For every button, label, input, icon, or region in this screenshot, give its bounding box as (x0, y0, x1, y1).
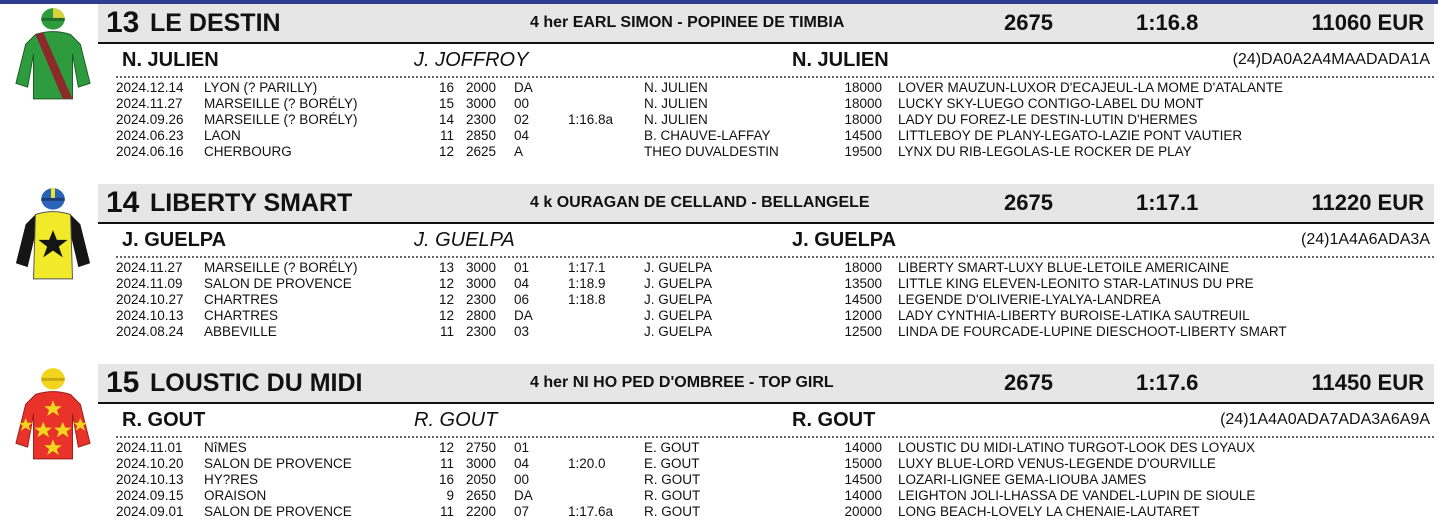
driver: N. JULIEN (122, 49, 219, 71)
race-runners: 11 (439, 128, 454, 143)
race-placing: 00 (514, 472, 530, 487)
race-row (116, 440, 1434, 456)
race-track: ABBEVILLE (204, 324, 277, 339)
best-time: 1:17.6 (1136, 370, 1199, 395)
horse-entry-15 (0, 360, 1438, 530)
race-driver: E. GOUT (644, 440, 700, 455)
race-prize: 12500 (844, 324, 882, 339)
race-prize: 14000 (844, 488, 882, 503)
race-result: LADY DU FOREZ-LE DESTIN-LUTIN D'HERMES (898, 112, 1198, 127)
race-result: LUCKY SKY-LUEGO CONTIGO-LABEL DU MONT (898, 96, 1204, 111)
race-distance: 2750 (466, 440, 497, 455)
race-row (116, 128, 1434, 144)
race-driver: J. GUELPA (644, 292, 713, 307)
breeding: 4 her NI HO PED D'OMBREE - TOP GIRL (530, 374, 834, 391)
owner: N. JULIEN (792, 49, 889, 71)
race-prize: 14000 (844, 440, 882, 455)
dotted-divider (116, 76, 1434, 78)
horse-name: LE DESTIN (150, 9, 281, 37)
race-track: CHERBOURG (204, 144, 292, 159)
race-date: 2024.09.01 (116, 504, 184, 519)
race-placing: 02 (514, 112, 530, 127)
race-time: 1:17.6a (568, 504, 614, 519)
race-row (116, 308, 1434, 324)
race-history (116, 80, 1434, 160)
race-date: 2024.12.14 (116, 80, 184, 95)
earnings: 11450 EUR (1311, 370, 1424, 395)
race-driver: B. CHAUVE-LAFFAY (644, 128, 771, 143)
race-runners: 11 (439, 324, 454, 339)
race-result: LUXY BLUE-LORD VENUS-LEGENDE D'OURVILLE (898, 456, 1216, 471)
race-placing: 07 (514, 504, 530, 519)
race-date: 2024.10.20 (116, 456, 184, 471)
race-driver: J. GUELPA (644, 260, 713, 275)
race-date: 2024.09.15 (116, 488, 184, 503)
race-runners: 15 (438, 96, 454, 111)
race-result: LONG BEACH-LOVELY LA CHENAIE-LAUTARET (898, 504, 1200, 519)
race-track: SALON DE PROVENCE (204, 504, 352, 519)
driver: R. GOUT (122, 409, 206, 431)
race-track: MARSEILLE (? BORÉLY) (204, 96, 358, 111)
race-driver: E. GOUT (644, 456, 700, 471)
horse-number: 14 (106, 186, 140, 219)
race-prize: 20000 (844, 504, 882, 519)
dotted-divider (116, 436, 1434, 438)
race-date: 2024.10.13 (116, 308, 184, 323)
race-time: 1:18.8 (568, 292, 606, 307)
race-date: 2024.11.01 (116, 440, 183, 455)
race-driver: R. GOUT (644, 472, 701, 487)
breeding: 4 her EARL SIMON - POPINEE DE TIMBIA (530, 14, 845, 31)
race-result: LINDA DE FOURCADE-LUPINE DIESCHOOT-LIBERTY SMART (898, 324, 1287, 339)
race-distance: 3000 (466, 456, 497, 471)
race-time: 1:20.0 (568, 456, 606, 471)
race-driver: J. GUELPA (644, 308, 713, 323)
race-runners: 12 (438, 144, 454, 159)
jockey-silks-icon (14, 4, 92, 104)
race-result: LITTLE KING ELEVEN-LEONITO STAR-LATINUS DU PRE (898, 276, 1254, 291)
race-result: LOVER MAUZUN-LUXOR D'ECAJEUL-LA MOME D'ATALANTE (898, 80, 1283, 95)
race-history (116, 440, 1434, 520)
race-driver: N. JULIEN (644, 80, 708, 95)
race-row (116, 276, 1434, 292)
race-date: 2024.06.16 (116, 144, 184, 159)
race-date: 2024.10.27 (116, 292, 184, 307)
form-music: (24)1A4A6ADA3A (1301, 231, 1430, 248)
race-distance: 2300 (466, 292, 497, 307)
race-result: LITTLEBOY DE PLANY-LEGATO-LAZIE PONT VAUTIER (898, 128, 1243, 143)
race-date: 2024.11.27 (116, 96, 183, 111)
race-time: 1:16.8a (568, 112, 614, 127)
race-placing: 01 (514, 260, 530, 275)
race-prize: 15000 (844, 456, 882, 471)
race-time: 1:18.9 (568, 276, 606, 291)
race-runners: 12 (438, 440, 454, 455)
race-prize: 18000 (844, 80, 882, 95)
driver: J. GUELPA (122, 229, 227, 251)
distance: 2675 (1004, 10, 1053, 35)
race-driver: THEO DUVALDESTIN (644, 144, 779, 159)
race-row (116, 292, 1434, 308)
race-row (116, 472, 1434, 488)
race-prize: 13500 (844, 276, 882, 291)
race-row (116, 260, 1434, 276)
race-row (116, 112, 1434, 128)
horse-header (98, 184, 1434, 224)
race-distance: 2300 (466, 112, 497, 127)
race-distance: 2800 (466, 308, 497, 323)
jockey-silks-icon (14, 184, 92, 284)
race-date: 2024.11.09 (116, 276, 183, 291)
race-distance: 3000 (466, 96, 497, 111)
race-track: SALON DE PROVENCE (204, 276, 352, 291)
race-history (116, 260, 1434, 340)
race-distance: 2300 (466, 324, 497, 339)
race-runners: 9 (446, 488, 454, 503)
race-result: LADY CYNTHIA-LIBERTY BUROISE-LATIKA SAUTREUIL (898, 308, 1250, 323)
race-result: LYNX DU RIB-LEGOLAS-LE ROCKER DE PLAY (898, 144, 1192, 159)
race-result: LEIGHTON JOLI-LHASSA DE VANDEL-LUPIN DE SIOULE (898, 488, 1256, 503)
horse-name: LIBERTY SMART (150, 189, 353, 217)
race-date: 2024.08.24 (116, 324, 184, 339)
distance: 2675 (1004, 370, 1053, 395)
jockey-silks-icon (14, 364, 92, 464)
form-music: (24)1A4A0ADA7ADA3A6A9A (1220, 411, 1430, 428)
race-driver: J. GUELPA (644, 324, 713, 339)
race-distance: 2650 (466, 488, 497, 503)
race-placing: 04 (514, 276, 530, 291)
race-driver: N. JULIEN (644, 112, 708, 127)
race-runners: 16 (438, 472, 454, 487)
trainer: J. GUELPA (414, 229, 515, 251)
race-runners: 11 (439, 504, 454, 519)
race-distance: 2000 (466, 80, 497, 95)
race-track: SALON DE PROVENCE (204, 456, 352, 471)
race-row (116, 96, 1434, 112)
race-driver: J. GUELPA (644, 276, 713, 291)
race-date: 2024.10.13 (116, 472, 184, 487)
horse-name: LOUSTIC DU MIDI (150, 369, 363, 397)
race-time: 1:17.1 (568, 260, 606, 275)
race-track: MARSEILLE (? BORÉLY) (204, 260, 358, 275)
race-track: MARSEILLE (? BORÉLY) (204, 112, 358, 127)
race-track: NîMES (204, 440, 247, 455)
horse-entry-13 (0, 0, 1438, 170)
owner: R. GOUT (792, 409, 876, 431)
race-placing: DA (514, 488, 533, 503)
race-placing: 01 (514, 440, 530, 455)
race-track: ORAISON (204, 488, 267, 503)
race-runners: 12 (438, 308, 454, 323)
race-result: LIBERTY SMART-LUXY BLUE-LETOILE AMERICAINE (898, 260, 1230, 275)
race-placing: DA (514, 308, 533, 323)
race-placing: 04 (514, 128, 530, 143)
trainer: R. GOUT (414, 409, 498, 431)
race-placing: 06 (514, 292, 530, 307)
race-row (116, 80, 1434, 96)
horse-header (98, 4, 1434, 44)
race-prize: 19500 (844, 144, 882, 159)
race-prize: 12000 (844, 308, 882, 323)
race-distance: 3000 (466, 276, 497, 291)
race-driver: R. GOUT (644, 488, 701, 503)
race-date: 2024.09.26 (116, 112, 184, 127)
race-result: LOUSTIC DU MIDI-LATINO TURGOT-LOOK DES LOYAUX (898, 440, 1256, 455)
best-time: 1:17.1 (1136, 190, 1199, 215)
race-distance: 2050 (466, 472, 497, 487)
race-distance: 3000 (466, 260, 497, 275)
race-track: LYON (? PARILLY) (204, 80, 318, 95)
distance: 2675 (1004, 190, 1053, 215)
race-runners: 12 (438, 292, 454, 307)
race-prize: 18000 (844, 112, 882, 127)
connections-row (98, 407, 1434, 433)
race-distance: 2625 (466, 144, 497, 159)
race-prize: 18000 (844, 96, 882, 111)
best-time: 1:16.8 (1136, 10, 1199, 35)
race-prize: 14500 (844, 472, 882, 487)
race-row (116, 144, 1434, 160)
race-result: LOZARI-LIGNEE GEMA-LIOUBA JAMES (898, 472, 1147, 487)
race-driver: N. JULIEN (644, 96, 708, 111)
earnings: 11220 EUR (1311, 190, 1424, 215)
race-track: LAON (204, 128, 241, 143)
race-placing: 03 (514, 324, 530, 339)
race-prize: 14500 (844, 128, 882, 143)
race-track: CHARTRES (204, 292, 279, 307)
race-row (116, 324, 1434, 340)
horse-number: 15 (106, 366, 140, 399)
race-placing: A (514, 144, 524, 159)
race-driver: R. GOUT (644, 504, 701, 519)
race-date: 2024.11.27 (116, 260, 183, 275)
race-runners: 11 (439, 456, 454, 471)
race-row (116, 488, 1434, 504)
horse-entry-14 (0, 180, 1438, 350)
race-placing: 04 (514, 456, 530, 471)
form-music: (24)DA0A2A4MAADADA1A (1232, 51, 1430, 68)
race-date: 2024.06.23 (116, 128, 184, 143)
race-row (116, 504, 1434, 520)
race-runners: 14 (438, 112, 454, 127)
race-result: LEGENDE D'OLIVERIE-LYALYA-LANDREA (898, 292, 1161, 307)
earnings: 11060 EUR (1311, 10, 1424, 35)
race-placing: 00 (514, 96, 530, 111)
race-track: CHARTRES (204, 308, 279, 323)
race-distance: 2200 (466, 504, 497, 519)
connections-row (98, 227, 1434, 253)
race-runners: 16 (438, 80, 454, 95)
owner: J. GUELPA (792, 229, 897, 251)
race-row (116, 456, 1434, 472)
dotted-divider (116, 256, 1434, 258)
connections-row (98, 47, 1434, 73)
race-runners: 12 (438, 276, 454, 291)
race-runners: 13 (438, 260, 454, 275)
horse-number: 13 (106, 6, 140, 39)
race-track: HY?RES (204, 472, 259, 487)
race-placing: DA (514, 80, 533, 95)
race-prize: 14500 (844, 292, 882, 307)
trainer: J. JOFFROY (414, 49, 529, 71)
race-prize: 18000 (844, 260, 882, 275)
horse-header (98, 364, 1434, 404)
breeding: 4 k OURAGAN DE CELLAND - BELLANGELE (530, 194, 870, 211)
race-distance: 2850 (466, 128, 497, 143)
